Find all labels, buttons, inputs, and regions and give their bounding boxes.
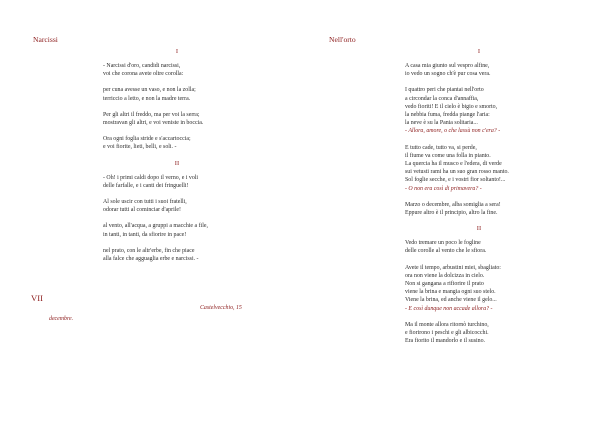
verse-line: e voi fiorite, lieti, belli, e soli. - — [103, 144, 177, 151]
verse-line: la nebbia fuma, fredda piange l'aria: — [405, 112, 490, 119]
stanza — [103, 198, 295, 214]
stanza — [103, 222, 295, 238]
section-numeral: II — [476, 225, 482, 233]
stanza — [405, 239, 597, 255]
verse-line: Vedo tremare un poco le fogline — [405, 240, 481, 247]
signature-date: decembre. — [49, 316, 74, 322]
verse-line: - Allora, amore, o che lassù non c'era? - — [405, 128, 501, 135]
verse-line: viene la brina e mangia ogni suo stelo. — [405, 289, 496, 296]
stanza — [405, 201, 597, 217]
stanza — [405, 62, 597, 78]
stanza — [405, 264, 597, 313]
verse-line: al vento, all'acqua, a gruppi a macchie a file, — [103, 223, 208, 230]
verse-line: Sol foglie secche, e i vostri fior soltanto!... — [405, 177, 506, 184]
verse-line: mostravan gli altri, e voi veniste in boccia. — [103, 120, 204, 127]
verse-line: La quercia ha il musco e l'edera, di verde — [405, 161, 502, 168]
stanza — [103, 174, 295, 190]
stanza — [405, 144, 597, 193]
verse-line: la neve è su la Pania solitaria... — [405, 120, 478, 127]
verse-line: odorar tutti al cominciar d'aprile! — [103, 207, 181, 214]
verse-line: io vedo un sogno ch'è pur cosa vera. — [405, 71, 491, 78]
verse-line: Per gli altri il freddo, ma per voi la serra; — [103, 111, 200, 118]
verse-line: Eppure altro è il principio, altro la fine. — [405, 210, 498, 217]
verse-line: il fiume va come una folla in pianto. — [405, 152, 491, 159]
verse-line: Avete il tempo, arbustini miei, sbagliato: — [405, 264, 501, 271]
verse-line: - O non era così di primavera? - — [405, 185, 482, 192]
verse-line: Al sole uscir con tutti i suoi fratelli, — [103, 199, 187, 206]
stanza — [103, 135, 295, 151]
verse-line: Ora ogni foglia stride e s'accartoccia; — [103, 136, 191, 143]
verse-line: vedo fioriti! E il cielo è bigio e smorto, — [405, 103, 498, 110]
verse-line: Marzo o decembre, alba somiglia a sera! — [405, 201, 501, 208]
section-numeral: I — [477, 48, 481, 55]
verse-line: ora non viene la dolcizza in cielo. — [405, 272, 485, 279]
stanza — [405, 321, 597, 346]
stanza — [405, 86, 597, 135]
verse-line: alla falce che agguaglia erbe e narcissi. - — [103, 256, 199, 263]
verse-line: - E così dunque non accade allora? - — [405, 305, 493, 312]
right-page — [300, 0, 600, 424]
verse-line: Era fiorito il mandorlo e il susino. — [405, 338, 486, 345]
verse-line: a circondar la conca d'annaffia, — [405, 95, 479, 102]
verse-line: sui vetusti rami ha un suo gran rosso manto. — [405, 169, 509, 176]
verse-line: terriccio a letto, e non la madre terra. — [103, 95, 191, 102]
verse-line: E tutto cade, tutto va, si perde, — [405, 144, 477, 151]
verse-line: delle farfalle, e i canti dei fringuelli! — [103, 182, 189, 189]
verse-line: e fiorirono i peschi e gli albicocchi. — [405, 330, 489, 337]
chapter-mark: VII — [31, 293, 43, 303]
verse-line: Non si gangana a rifiorire il prato — [405, 281, 484, 288]
verse-line: voi che corona avete oltre corolla: — [103, 71, 184, 78]
verse-line: Viene la brina, ed anche viene il gelo... — [405, 297, 497, 304]
verse-line: nel prato, con le altr'erbe, fin che piace — [103, 247, 195, 254]
verse-line: delle corolle al vento che le sfiora. — [405, 248, 487, 255]
poem-title: Narcissi — [33, 35, 58, 44]
section-numeral: I — [175, 48, 179, 55]
stanza — [103, 247, 295, 263]
verse-line: - Narcissi d'oro, candidi narcissi, — [103, 63, 181, 69]
stanza — [103, 111, 295, 127]
poem-body — [405, 48, 597, 345]
poem-body — [103, 48, 295, 263]
signature-place: Castelvecchio, 15 — [200, 305, 242, 311]
verse-line: A casa mia giunto sul vespro alfine, — [405, 63, 490, 69]
verse-line: Ma il monte allora ritornò turchino, — [405, 321, 489, 328]
verse-line: per cuna avesse un vaso, e non la zolla; — [103, 87, 196, 94]
stanza — [103, 86, 295, 102]
section-numeral: II — [174, 159, 180, 167]
stanza — [103, 62, 295, 78]
verse-line: - Oh! i primi caldi dopo il verno, e i voli — [103, 174, 199, 181]
poem-title: Nell'orto — [329, 35, 356, 44]
verse-line: I quattro peri che piantai nell'orto — [405, 87, 484, 94]
verse-line: in tanti, in tanti, da sfiorire in pace! — [103, 231, 187, 238]
